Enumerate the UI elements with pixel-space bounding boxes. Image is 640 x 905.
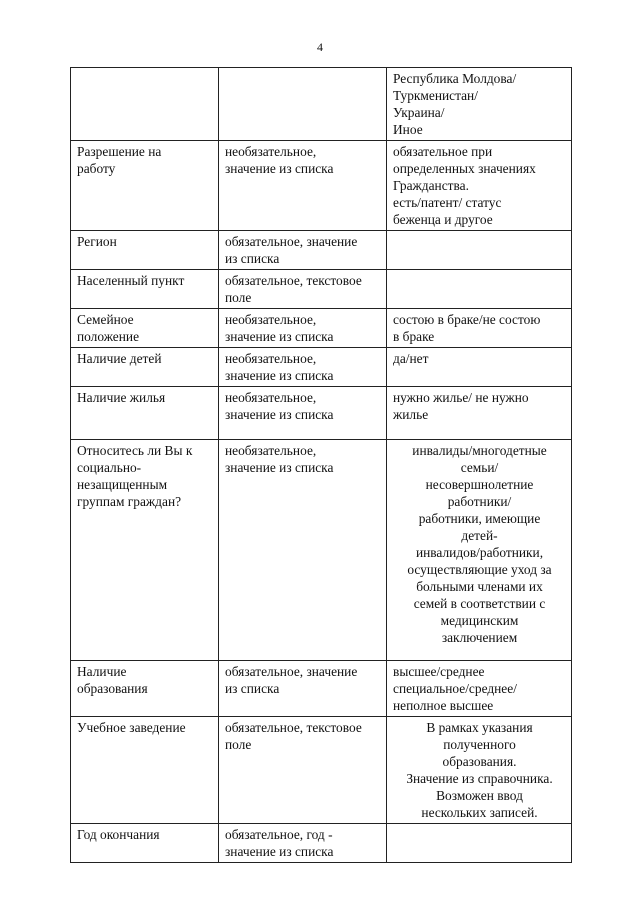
table-row [71,440,572,661]
requirement-cell: обязательное, год - значение из списка [219,824,387,863]
values-cell: обязательное при определенных значениях Гражданства. есть/патент/ статус беженца и другое [387,141,572,231]
requirement-cell: необязательное, значение из списка [219,141,387,231]
table-row [71,270,572,309]
field-name-cell: Населенный пункт [71,270,219,309]
table-row [71,717,572,824]
requirement-cell: обязательное, значение из списка [219,231,387,270]
fields-table [70,67,572,863]
requirement-cell: необязательное, значение из списка [219,387,387,440]
field-name-cell [71,68,219,141]
field-name-cell: Наличие жилья [71,387,219,440]
table-row [71,348,572,387]
requirement-cell: необязательное, значение из списка [219,348,387,387]
table-row [71,387,572,440]
values-cell [387,824,572,863]
table-row [71,661,572,717]
field-name-cell: Наличие детей [71,348,219,387]
requirement-cell [219,68,387,141]
values-cell: высшее/среднее специальное/среднее/ неполное высшее [387,661,572,717]
values-cell [387,231,572,270]
field-name-cell: Регион [71,231,219,270]
values-cell: В рамках указания полученного образования. Значение из справочника. Возможен ввод нескольких записей. [387,717,572,824]
page-number: 4 [317,40,323,54]
values-cell: состою в браке/не состою в браке [387,309,572,348]
values-cell: Республика Молдова/ Туркменистан/ Украина/ Иное [387,68,572,141]
requirement-cell: обязательное, текстовое поле [219,270,387,309]
table-row [71,824,572,863]
requirement-cell: необязательное, значение из списка [219,309,387,348]
requirement-cell: необязательное, значение из списка [219,440,387,661]
table-row [71,68,572,141]
requirement-cell: обязательное, текстовое поле [219,717,387,824]
field-name-cell: Разрешение на работу [71,141,219,231]
values-cell [387,270,572,309]
values-cell: инвалиды/многодетные семьи/ несовершнолетние работники/ работники, имеющие детей- инвалидов/работники, осуществляющие уход за больными членами их семей в соответствии с медицинским заключением [387,440,572,661]
field-name-cell: Учебное заведение [71,717,219,824]
values-cell: нужно жилье/ не нужно жилье [387,387,572,440]
field-name-cell: Относитесь ли Вы к социально- незащищенным группам граждан? [71,440,219,661]
field-name-cell: Семейное положение [71,309,219,348]
requirement-cell: обязательное, значение из списка [219,661,387,717]
field-name-cell: Год окончания [71,824,219,863]
values-cell: да/нет [387,348,572,387]
table-row [71,231,572,270]
field-name-cell: Наличие образования [71,661,219,717]
table-row [71,309,572,348]
table-row [71,141,572,231]
